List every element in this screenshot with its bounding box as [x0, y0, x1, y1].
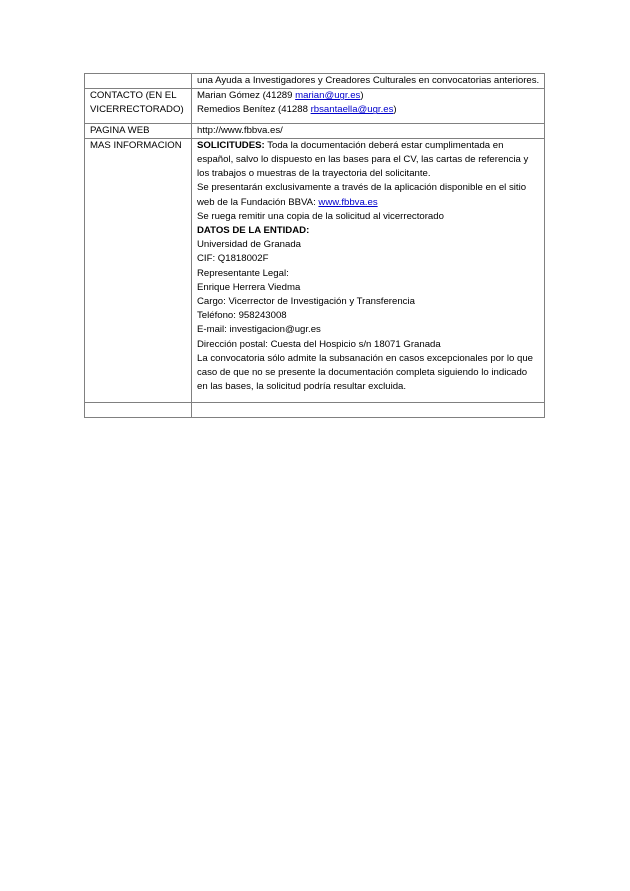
table-row-mas-info: [85, 138, 545, 403]
table-row-empty: [85, 403, 545, 418]
presentaran-text: Se presentarán exclusivamente a través de la aplicación disponible en el sitio web de la Fundación BBVA:: [197, 182, 527, 208]
solicitudes-heading: SOLICITUDES:: [197, 139, 265, 151]
entidad-line: Enrique Herrera Viedma: [197, 281, 301, 293]
contact-marian: [197, 89, 540, 103]
mas-info-label-cell: [85, 138, 192, 403]
empty-label-cell: [85, 403, 192, 418]
contact-remedios-suffix: ): [393, 104, 397, 116]
continuation-content-cell: [192, 74, 545, 89]
empty-content-cell: [192, 403, 545, 418]
contact-remedios: [197, 103, 540, 117]
entidad-line: Teléfono: 958243008: [197, 310, 287, 322]
web-url[interactable]: http://www.fbbva.es/: [197, 124, 283, 136]
contacto-label-cell: [85, 89, 192, 123]
contact-marian-suffix: ): [360, 90, 364, 102]
contacto-label: CONTACTO (EN EL VICERRECTORADO): [90, 90, 184, 116]
table-row-contacto: [85, 89, 545, 123]
entidad-line: CIF: Q1818002F: [197, 253, 269, 265]
entidad-line: Representante Legal:: [197, 267, 289, 279]
info-table: [84, 73, 545, 418]
entidad-line: Dirección postal: Cuesta del Hospicio s/n 18071 Granada: [197, 338, 441, 350]
fbbva-link[interactable]: www.fbbva.es: [318, 196, 378, 208]
continuation-text: una Ayuda a Investigadores y Creadores Culturales en convocatorias anteriores.: [197, 75, 540, 86]
entidad-line: Cargo: Vicerrector de Investigación y Transferencia: [197, 296, 415, 308]
contact-remedios-email-link[interactable]: rbsantaella@ugr.es: [310, 104, 394, 116]
entidad-line: Universidad de Granada: [197, 239, 301, 251]
mas-info-label: MAS INFORMACION: [90, 139, 182, 151]
continuation-label-cell: [85, 74, 192, 89]
contact-remedios-prefix: Remedios Benítez (41288: [197, 104, 311, 116]
table-row-continuation: [85, 74, 545, 89]
solicitudes-paragraph: [197, 139, 540, 182]
datos-heading: DATOS DE LA ENTIDAD:: [197, 225, 310, 237]
contact-marian-email-link[interactable]: marian@ugr.es: [295, 90, 361, 102]
web-content-cell: [192, 123, 545, 138]
table-row-web: [85, 123, 545, 138]
contact-marian-prefix: Marian Gómez (41289: [197, 90, 296, 102]
presentaran-paragraph: [197, 181, 540, 209]
entidad-line: E-mail: investigacion@ugr.es: [197, 324, 321, 336]
web-label-cell: PAGINA WEB: [85, 123, 192, 138]
subsanacion-text: La convocatoria sólo admite la subsanación en casos excepcionales por lo que caso de que no se presente la documentación completa siguiendo lo indicado en las bases, la solicitud podría resultar excluida.: [197, 352, 533, 393]
ruega-text: Se ruega remitir una copia de la solicitud al vicerrectorado: [197, 210, 444, 222]
mas-info-content-cell: [192, 138, 545, 403]
solicitudes-text: Toda la documentación deberá estar cumplimentada en español, salvo lo dispuesto en las bases para el CV, las cartas de referencia y los trabajos o muestras de la trayectoria del solicitante.: [197, 139, 529, 180]
contacto-content-cell: [192, 89, 545, 123]
